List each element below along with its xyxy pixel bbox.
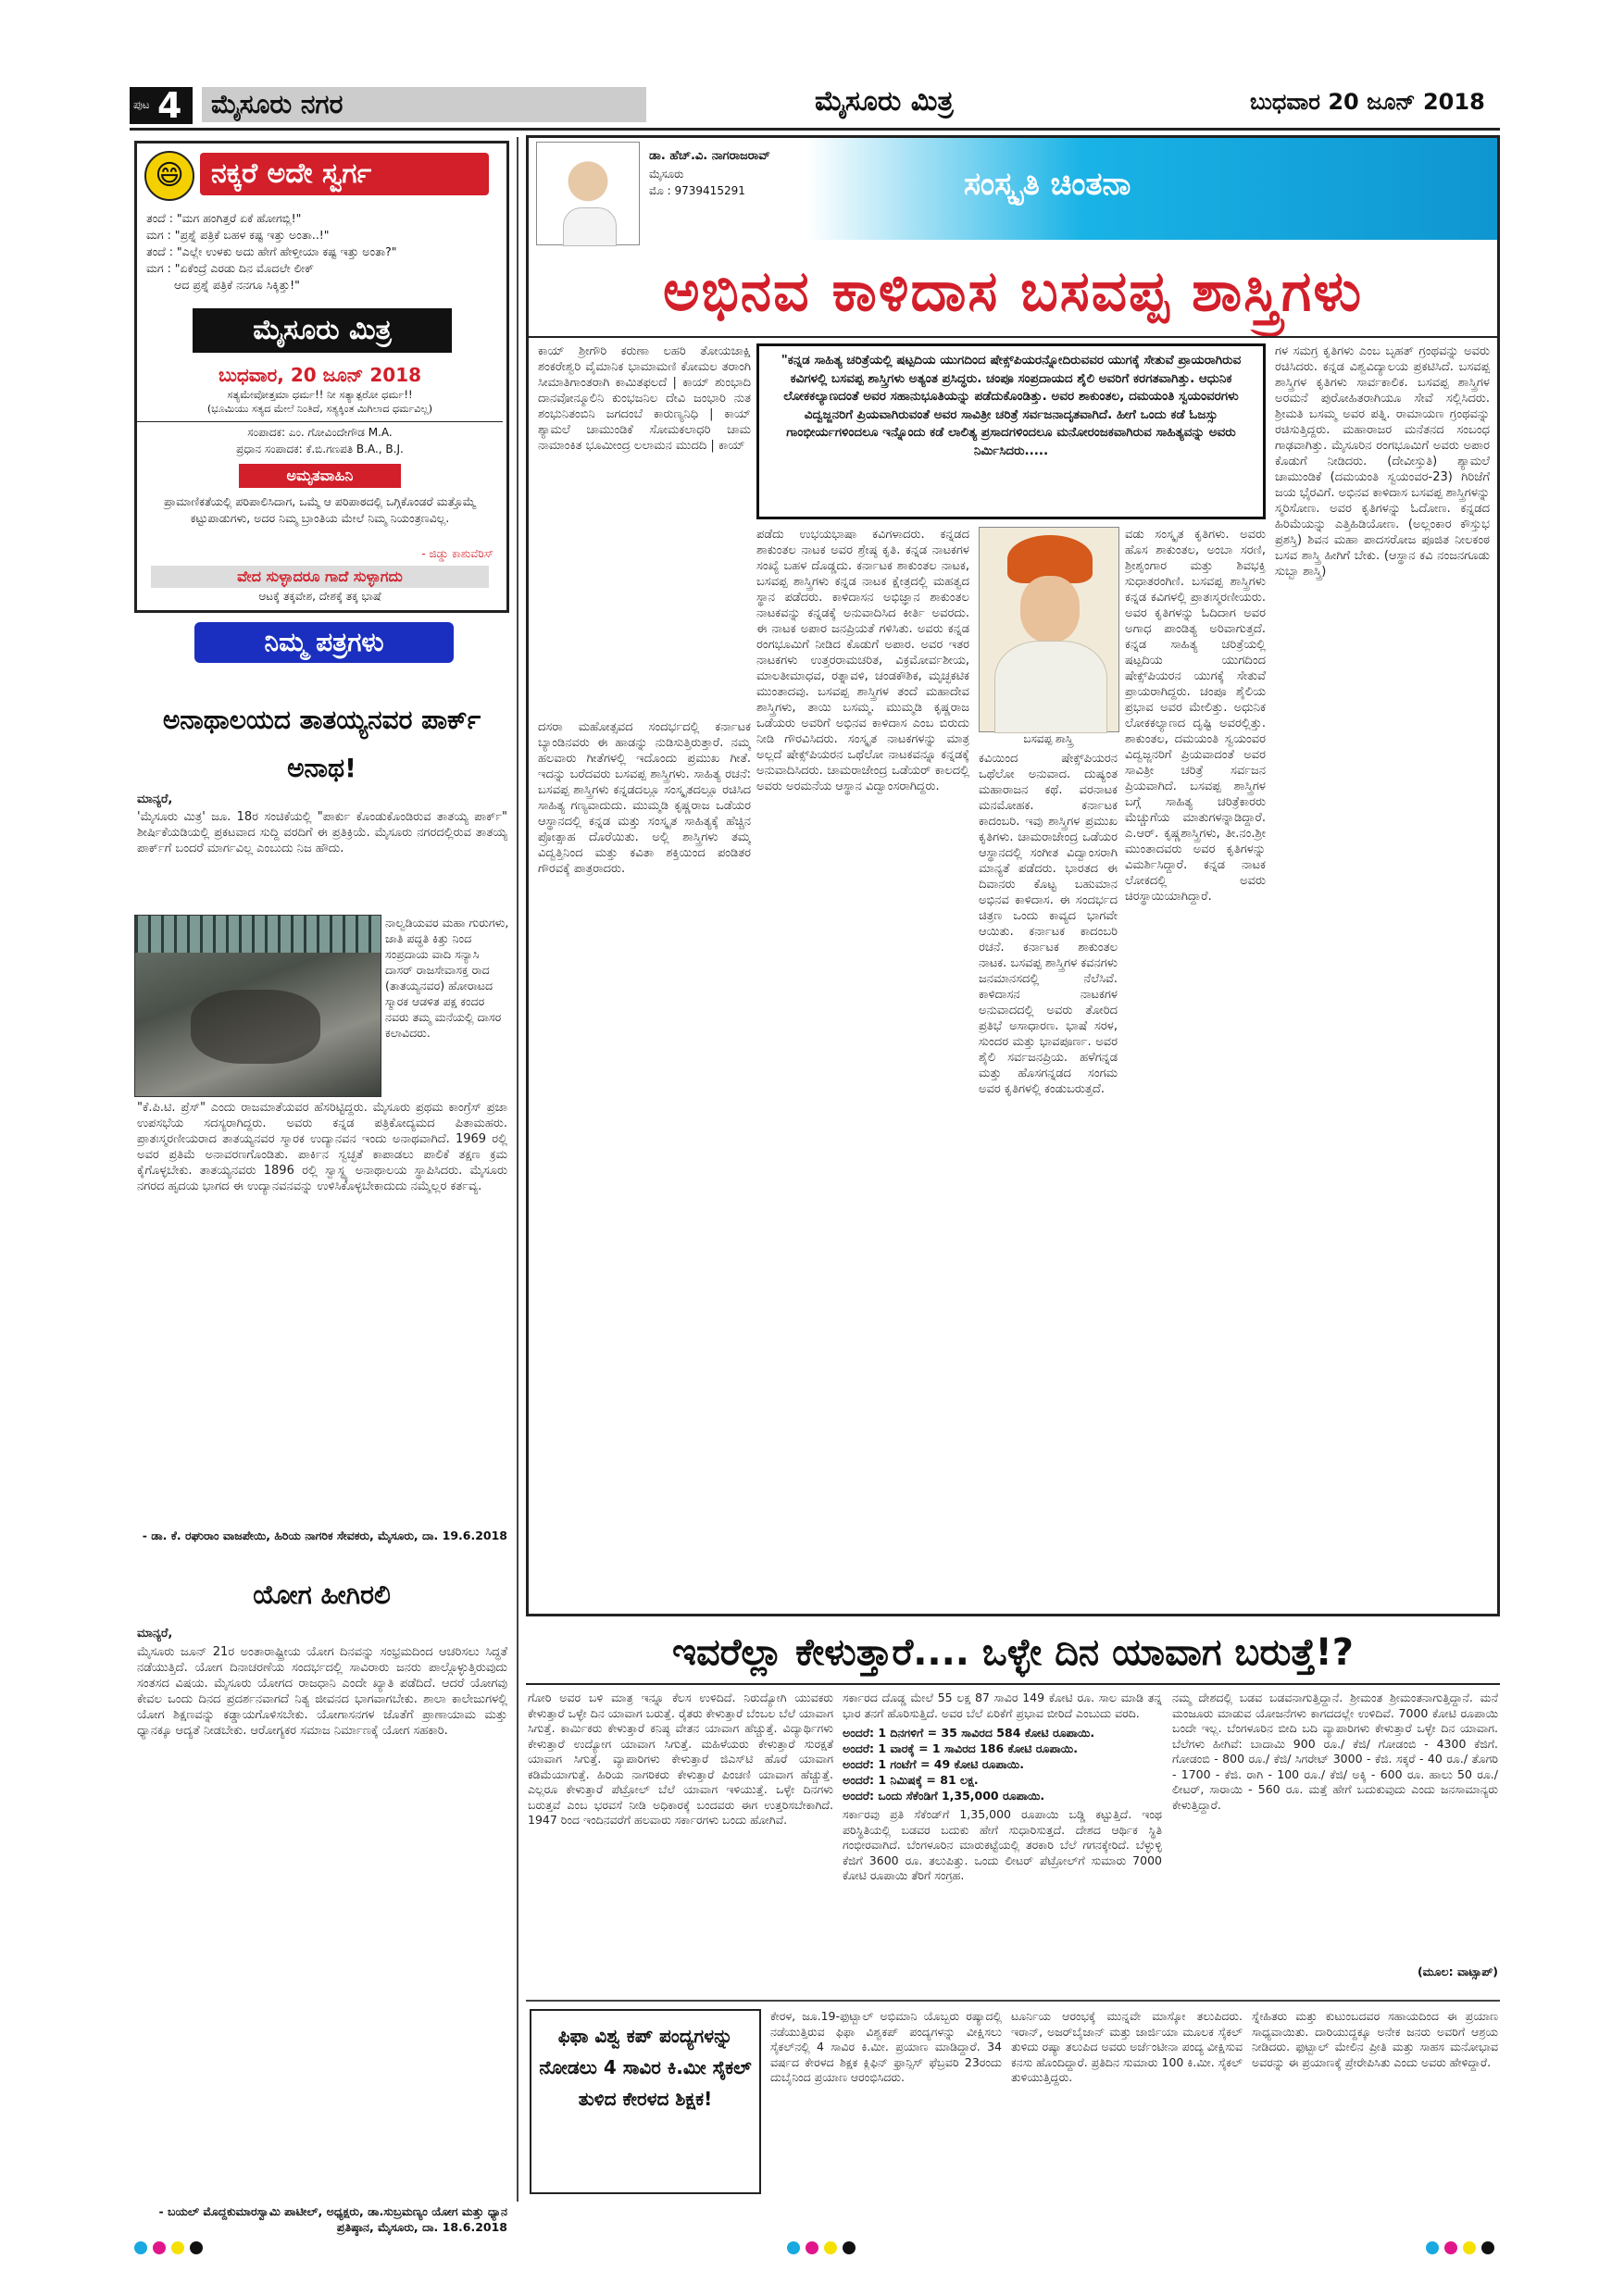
author-name: ಡಾ. ಹೆಚ್.ವಿ. ನಾಗರಾಜರಾವ್ — [649, 149, 770, 163]
fifa-title: ಫಿಫಾ ವಿಶ್ವ ಕಪ್ ಪಂದ್ಯಗಳನ್ನು ನೋಡಲು 4 ಸಾವಿರ ಕಿ.ಮೀ ಸೈಕಲ್ ತುಳಿದ ಕೇರಳದ ಶಿಕ್ಷಕ! — [539, 2025, 752, 2110]
pull-quote-text: "ಕನ್ನಡ ಸಾಹಿತ್ಯ ಚರಿತ್ರೆಯಲ್ಲಿ ಷಟ್ಪದಿಯ ಯುಗದಿಂದ ಷೇಕ್ಸ್‌ಪಿಯರನ್ನೋದಿರುವವರ ಯುಗಕ್ಕೆ ಸೇತುವೆ ಪ್ರಾಯರಾಗಿರುವ ಕವಿಗಳಲ್ಲಿ ಬಸವಪ್ಪ ಶಾಸ್ತ್ರಿಗಳು ಅತ್ಯಂತ ಪ್ರಸಿದ್ಧರು. ಚಂಪೂ ಸಂಪ್ರದಾಯದ ಶೈಲಿ ಅವರಿಗೆ ಕರಗತವಾಗಿತ್ತು. ಆಧುನಿಕ ಲೋಕಕಲ್ಯಾಣದಂತೆ ಅವರ ಸಹಾನುಭೂತಿಯನ್ನು ಪಡೆದುಕೊಂಡಿತ್ತು. ಅವರ ಶಾಕುಂತಲ, ದಮಯಂತಿ ಸ್ವಯಂವರಗಳು ವಿದ್ವಜ್ಜನರಿಗೆ ಪ್ರಿಯವಾಗಿರುವಂತೆ ಅವರ ಸಾವಿತ್ರೀ ಚರಿತ್ರೆ ಸರ್ವಜನಾದೃತವಾಗಿದೆ. ಹೀಗೆ ಒಂದು ಕಡೆ ಓಜಸ್ಸು ಗಾಂಭೀರ್ಯಗಳಿಂದಲೂ ಇನ್ನೊಂದು ಕಡೆ ಲಾಲಿತ್ಯ ಪ್ರಸಾದಗಳಿಂದಲೂ ಮನೋರಂಜಕವಾಗಿರುವ ಸಾಹಿತ್ಯವನ್ನು ಅವರು ನಿರ್ಮಿಸಿದರು..... — [781, 353, 1242, 458]
dot-cyan — [134, 2241, 147, 2254]
dot-black — [843, 2241, 856, 2254]
registration-dots-center — [787, 2240, 861, 2258]
list-item: ಅಂದರೆ: 1 ದಿನಗಳಿಗೆ = 35 ಸಾವಿರದ 584 ಕೋಟಿ ರೂಪಾಯಿ. — [843, 1726, 1095, 1740]
fifa-col-3: ಸ್ನೇಹಿತರು ಮತ್ತು ಕುಟುಂಬದವರ ಸಹಾಯದಿಂದ ಈ ಪ್ರಯಾಣ ಸಾಧ್ಯವಾಯಿತು. ದಾರಿಯುದ್ದಕ್ಕೂ ಅನೇಕ ಜನರು ಅವರಿಗೆ ಆಶ್ರಯ ನೀಡಿದರು. ಫುಟ್ಬಾಲ್ ಮೇಲಿನ ಪ್ರೀತಿ ಮತ್ತು ಸಾಹಸ ಮನೋಭಾವ ಅವರನ್ನು ಈ ಪ್ರಯಾಣಕ್ಕೆ ಪ್ರೇರೇಪಿಸಿತು ಎಂದು ಅವರು ಹೇಳಿದ್ದಾರೆ. — [1252, 2009, 1498, 2069]
dot-yellow — [1463, 2241, 1476, 2254]
feature-credit: (ಮೂಲ: ವಾಟ್ಸಾಪ್) — [1417, 1965, 1498, 1978]
article-headline: ಅಭಿನವ ಕಾಳಿದಾಸ ಬಸವಪ್ಪ ಶಾಸ್ತ್ರಿಗಳು — [662, 259, 1364, 324]
letters-banner-text: ನಿಮ್ಮ ಪತ್ರಗಳು — [194, 622, 454, 663]
imprint-logo: ಮೈಸೂರು ಮಿತ್ರ — [193, 308, 452, 353]
list-item: ಅಂದರೆ: 1 ವಾರಕ್ಕೆ = 1 ಸಾವಿರದ 186 ಕೋಟಿ ರೂಪಾಯಿ. — [843, 1741, 1078, 1755]
feature-headline: ಇವರೆಲ್ಲಾ ಕೇಳುತ್ತಾರೆ.... ಒಳ್ಳೇ ದಿನ ಯಾವಾಗ ಬರುತ್ತೆ!? — [526, 1622, 1500, 1685]
headline-rule — [529, 336, 1497, 338]
feature-prices-text: ನಮ್ಮ ದೇಶದಲ್ಲಿ ಬಡವ ಬಡವನಾಗುತ್ತಿದ್ದಾನೆ. ಶ್ರೀಮಂತ ಶ್ರೀಮಂತನಾಗುತ್ತಿದ್ದಾನೆ. ಮನೆ ಮಂಜೂರು ಮಾಡುವ ಯೋಜನೆಗಳು ಕಾಗದದಲ್ಲೇ ಉಳಿದಿವೆ. 7000 ಕೋಟಿ ರೂಪಾಯಿ ಬಂದೇ ಇಲ್ಲ. ಬೆಂಗಳೂರಿನ ಬೀದಿ ಬದಿ ವ್ಯಾಪಾರಿಗಳು ಕೇಳುತ್ತಾರೆ ಒಳ್ಳೇ ದಿನ ಯಾವಾಗ. ಬೆಲೆಗಳು ಹೀಗಿವೆ: ಬಾದಾಮಿ 900 ರೂ./ ಕೆಜಿ/ ಗೋಡಂಬಿ - 4300 ಕೆಜಿಗೆ. ಗೋಡಂಬಿ - 800 ರೂ./ ಕೆಜಿ/ ಸಿಗರೇಟ್ 3000 - ಕೆಜಿ. ಸಕ್ಕರೆ - 40 ರೂ./ ತೊಗರಿ - 1700 - ಕೆಜಿ. ರಾಗಿ - 100 ರೂ./ ಕೆಜಿ/ ಅಕ್ಕಿ - 600 ರೂ. ಹಾಲು 50 ರೂ./ ಲೀಟರ್, ಸಾರಾಯಿ - 560 ರೂ. ಮತ್ತೆ ಹೇಗೆ ಬದುಕುವುದು ಎಂದು ಜನಸಾಮಾನ್ಯರು ಕೇಳುತ್ತಿದ್ದಾರೆ. — [1172, 1691, 1498, 1812]
proverb-sub: ಆಟಕ್ಕೆ ತಕ್ಕವೇಶ, ದೇಶಕ್ಕೆ ತಕ್ಕ ಭಾಷೆ — [258, 590, 381, 603]
feature-col-3 — [1172, 1691, 1498, 1996]
list-item: ಅಂದರೆ: 1 ನಿಮಿಷಕ್ಕೆ = 81 ಲಕ್ಷ. — [843, 1773, 979, 1787]
list-item: ಅಂದರೆ: 1 ಗಂಟೆಗೆ = 49 ಕೋಟಿ ರೂಪಾಯಿ. — [843, 1757, 1024, 1771]
dot-cyan — [1426, 2241, 1439, 2254]
humor-line: ತಂದೆ : "ಮಗ ಹಂಗಿತ್ತರೆ ಏಕೆ ಹೋಗಬ್ಲಿ!" — [146, 211, 302, 225]
letter-body: "ಕೆ.ಪಿ.ಟಿ. ಪ್ರೆಸ್" ಎಂದು ರಾಜಮಾತೆಯವರ ಹೆಸರಿಟ್ಟಿದ್ದರು. ಮೈಸೂರು ಪ್ರಥಮ ಕಾಂಗ್ರೆಸ್ ಪ್ರಜಾ ಉಪಸಭೆಯ ಸದಸ್ಯರಾಗಿದ್ದರು. ಅವರು ಕನ್ನಡ ಪತ್ರಿಕೋದ್ಯಮದ ಪಿತಾಮಹರು. ಪ್ರಾತಃಸ್ಮರಣೀಯರಾದ ತಾತಯ್ಯನವರ ಸ್ಮಾರಕ ಉದ್ಯಾನವನ ಇಂದು ಅನಾಥವಾಗಿದೆ. 1969 ರಲ್ಲಿ ಅವರ ಪ್ರತಿಮೆ ಅನಾವರಣಗೊಂಡಿತು. ಪಾರ್ಕಿನ ಸ್ವಚ್ಛತೆ ಕಾಪಾಡಲು ಪಾಲಿಕೆ ತಕ್ಷಣ ಕ್ರಮ ಕೈಗೊಳ್ಳಬೇಕು. ತಾತಯ್ಯನವರು 1896 ರಲ್ಲಿ ಸ್ವಾಸ್ಥ್ಯ ಅನಾಥಾಲಯ ಸ್ಥಾಪಿಸಿದರು. ಮೈಸೂರು ನಗರದ ಹೃದಯ ಭಾಗದ ಈ ಉದ್ಯಾನವನವನ್ನು ಉಳಿಸಿಕೊಳ್ಳಬೇಕಾದುದು ನಮ್ಮೆಲ್ಲರ ಕರ್ತವ್ಯ. — [137, 1101, 507, 1193]
feature-col-1: ಗೋರಿ ಅವರ ಬಳಿ ಮಾತ್ರ ಇನ್ನೂ ಕೆಲಸ ಉಳಿದಿದೆ. ನಿರುದ್ಯೋಗಿ ಯುವಕರು ಕೇಳುತ್ತಾರೆ ಒಳ್ಳೇ ದಿನ ಯಾವಾಗ ಬರುತ್ತೆ. ರೈತರು ಕೇಳುತ್ತಾರೆ ಬೆಂಬಲ ಬೆಲೆ ಯಾವಾಗ ಸಿಗುತ್ತೆ. ಕಾರ್ಮಿಕರು ಕೇಳುತ್ತಾರೆ ಕನಿಷ್ಠ ವೇತನ ಯಾವಾಗ ಹೆಚ್ಚುತ್ತೆ. ವಿದ್ಯಾರ್ಥಿಗಳು ಕೇಳುತ್ತಾರೆ ಉದ್ಯೋಗ ಯಾವಾಗ ಸಿಗುತ್ತೆ. ಮಹಿಳೆಯರು ಕೇಳುತ್ತಾರೆ ಸುರಕ್ಷತೆ ಯಾವಾಗ ಸಿಗುತ್ತೆ. ವ್ಯಾಪಾರಿಗಳು ಕೇಳುತ್ತಾರೆ ಜಿಎಸ್‌ಟಿ ಹೊರೆ ಯಾವಾಗ ಕಡಿಮೆಯಾಗುತ್ತೆ. ಹಿರಿಯ ನಾಗರಿಕರು ಕೇಳುತ್ತಾರೆ ಪಿಂಚಣಿ ಯಾವಾಗ ಹೆಚ್ಚುತ್ತೆ. ಎಲ್ಲರೂ ಕೇಳುತ್ತಾರೆ ಪೆಟ್ರೋಲ್ ಬೆಲೆ ಯಾವಾಗ ಇಳಿಯುತ್ತೆ. ಒಳ್ಳೇ ದಿನಗಳು ಬರುತ್ತವೆ ಎಂಬ ಭರವಸೆ ನೀಡಿ ಅಧಿಕಾರಕ್ಕೆ ಬಂದವರು ಈಗ ಉತ್ತರಿಸಬೇಕಾಗಿದೆ. 1947 ರಿಂದ ಇಂದಿನವರೆಗೆ ಹಲವಾರು ಸರ್ಕಾರಗಳು ಬಂದು ಹೋಗಿವೆ. — [528, 1691, 833, 1827]
letter-title: ಅನಾಥಾಲಯದ ತಾತಯ್ಯನವರ ಪಾರ್ಕ್ ಅನಾಥ! — [162, 705, 481, 783]
imprint-date: ಬುಧವಾರ, 20 ಜೂನ್ 2018 — [218, 364, 422, 386]
laughing-face-icon: 😄 — [144, 151, 194, 201]
shirt-shape — [563, 207, 617, 246]
humor-line: ಆದ ಪ್ರಶ್ನೆ ಪತ್ರಿಕೆ ನನಗೂ ಸಿಕ್ಕಿತ್ತು!" — [174, 278, 300, 292]
registration-dots-left — [134, 2240, 208, 2258]
letter2-salutation: ಮಾನ್ಯರೆ, — [137, 1627, 173, 1641]
imprint-motto: ಸತ್ಯಮೇವೋತ್ತಮಾ ಧರ್ಮ!! ನೀ ಸತ್ಯಾತ್ಪರೋ ಧರ್ಮ!! — [227, 388, 413, 401]
list-item: ಅಂದರೆ: ಒಂದು ಸೆಕೆಂಡಿಗೆ 1,35,000 ರೂಪಾಯಿ. — [843, 1789, 1045, 1803]
letter-intro: 'ಮೈಸೂರು ಮಿತ್ರ' ಜೂ. 18ರ ಸಂಚಿಕೆಯಲ್ಲಿ "ಪಾರ್ಕು ಕೊಂಡುಕೊಂಡಿರುವ ತಾತಯ್ಯ ಪಾರ್ಕ್" ಶೀರ್ಷಿಕೆಯಡಿಯಲ್ಲಿ ಪ್ರಕಟವಾದ ಸುದ್ದಿ ವರದಿಗೆ ಈ ಪ್ರತಿಕ್ರಿಯೆ. ಮೈಸೂರು ನಗರದಲ್ಲಿರುವ ತಾತಯ್ಯ ಪಾರ್ಕ್‌ಗೆ ಬಂದರೆ ಮಾರ್ಗವಿಲ್ಲ ಎಂಬುದು ನಿಜ ಹೌದು. — [137, 810, 507, 855]
feature-debt-body: ಸರ್ಕಾರವು ಪ್ರತಿ ಸೆಕೆಂಡ್‌ಗೆ 1,35,000 ರೂಪಾಯಿ ಬಡ್ಡಿ ಕಟ್ಟುತ್ತಿದೆ. ಇಂಥ ಪರಿಸ್ಥಿತಿಯಲ್ಲಿ ಬಡವರ ಬದುಕು ಹೇಗೆ ಸುಧಾರಿಸುತ್ತದೆ. ದೇಶದ ಆರ್ಥಿಕ ಸ್ಥಿತಿ ಗಂಭೀರವಾಗಿದೆ. ಬೆಂಗಳೂರಿನ ಮಾರುಕಟ್ಟೆಯಲ್ಲಿ ತರಕಾರಿ ಬೆಲೆ ಗಗನಕ್ಕೇರಿದೆ. ಬೆಳ್ಳುಳ್ಳಿ ಕೆಜಿಗೆ 3600 ರೂ. ತಲುಪಿತ್ತು. ಒಂದು ಲೀಟರ್ ಪೆಟ್ರೋಲ್‌ಗೆ ಸುಮಾರು 7000 ಕೋಟಿ ರೂಪಾಯಿ ತೆರಿಗೆ ಸಂಗ್ರಹ. — [843, 1807, 1162, 1882]
dot-magenta — [153, 2241, 166, 2254]
divider — [137, 421, 503, 422]
page-number: 4 — [157, 85, 182, 126]
article-col-2: ಪಡೆದು ಉಭಯಭಾಷಾ ಕವಿಗಳಾದರು. ಕನ್ನಡದ ಶಾಕುಂತಲ ನಾಟಕ ಅವರ ಶ್ರೇಷ್ಠ ಕೃತಿ. ಕನ್ನಡ ನಾಟಕಗಳ ಸಂಖ್ಯೆ ಬಹಳ ದೊಡ್ಡದು. ಕರ್ನಾಟಕ ಶಾಕುಂತಲ ನಾಟಕ, ಬಸವಪ್ಪ ಶಾಸ್ತ್ರಿಗಳು ಕನ್ನಡ ನಾಟಕ ಕ್ಷೇತ್ರದಲ್ಲಿ ಮಹತ್ವದ ಸ್ಥಾನ ಪಡೆದರು. ಕಾಳಿದಾಸನ ಅಭಿಜ್ಞಾನ ಶಾಕುಂತಲ ನಾಟಕವನ್ನು ಕನ್ನಡಕ್ಕೆ ಅನುವಾದಿಸಿದ ಕೀರ್ತಿ ಅವರದು. ಈ ನಾಟಕ ಅಪಾರ ಜನಪ್ರಿಯತೆ ಗಳಿಸಿತು. ಅವರು ಕನ್ನಡ ರಂಗಭೂಮಿಗೆ ನೀಡಿದ ಕೊಡುಗೆ ಅಪಾರ. ಅವರ ಇತರ ನಾಟಕಗಳು ಉತ್ತರರಾಮಚರಿತ, ವಿಕ್ರಮೋರ್ವಶೀಯ, ಮಾಲತೀಮಾಧವ, ರತ್ನಾವಳಿ, ಚಂಡಕೌಶಿಕ, ಮೃಚ್ಛಕಟಿಕ ಮುಂತಾದವು. ಬಸವಪ್ಪ ಶಾಸ್ತ್ರಿಗಳ ತಂದೆ ಮಹಾದೇವ ಶಾಸ್ತ್ರಿಗಳು, ತಾಯಿ ಬಸಮ್ಮ. ಮುಮ್ಮಡಿ ಕೃಷ್ಣರಾಜ ಒಡೆಯರು ಅವರಿಗೆ ಅಭಿನವ ಕಾಳಿದಾಸ ಎಂಬ ಬಿರುದು ನೀಡಿ ಗೌರವಿಸಿದರು. ಸಂಸ್ಕೃತ ನಾಟಕಗಳನ್ನು ಮಾತ್ರ ಅಲ್ಲದೆ ಷೇಕ್ಸ್‌ಪಿಯರನ ಒಥೆಲೋ ನಾಟಕವನ್ನೂ ಕನ್ನಡಕ್ಕೆ ಅನುವಾದಿಸಿದರು. ಚಾಮರಾಜೇಂದ್ರ ಒಡೆಯರ್ ಕಾಲದಲ್ಲಿ ಅವರು ಅರಮನೆಯ ಆಸ್ಥಾನ ವಿದ್ವಾಂಸರಾಗಿದ್ದರು. — [756, 528, 969, 793]
park-photo — [134, 915, 381, 1097]
article-col-4: ವಡು ಸಂಸ್ಕೃತ ಕೃತಿಗಳು. ಅವರು ಹೊಸ ಶಾಕುಂತಲ, ಅಂಬಾ ಸರಣಿ, ಶ್ರೀಶೃಂಗಾರ ಮತ್ತು ಶಿವಭಕ್ತಿ ಸುಧಾತರಂಗಿಣಿ. ಬಸವಪ್ಪ ಶಾಸ್ತ್ರಿಗಳು ಕನ್ನಡ ಕವಿಗಳಲ್ಲಿ ಪ್ರಾತಃಸ್ಮರಣೀಯರು. ಅವರ ಕೃತಿಗಳನ್ನು ಓದಿದಾಗ ಅವರ ಅಗಾಧ ಪಾಂಡಿತ್ಯ ಅರಿವಾಗುತ್ತದೆ. ಕನ್ನಡ ಸಾಹಿತ್ಯ ಚರಿತ್ರೆಯಲ್ಲಿ ಷಟ್ಪದಿಯ ಯುಗದಿಂದ ಷೇಕ್ಸ್‌ಪಿಯರನ ಯುಗಕ್ಕೆ ಸೇತುವೆ ಪ್ರಾಯರಾಗಿದ್ದರು. ಚಂಪೂ ಶೈಲಿಯ ಪ್ರಭಾವ ಅವರ ಮೇಲಿತ್ತು. ಅಧುನಿಕ ಲೋಕಕಲ್ಯಾಣದ ದೃಷ್ಟಿ ಅವರಲ್ಲಿತ್ತು. ಶಾಕುಂತಲ, ದಮಯಂತಿ ಸ್ವಯಂವರ ವಿದ್ವಜ್ಜನರಿಗೆ ಪ್ರಿಯವಾದಂತೆ ಅವರ ಸಾವಿತ್ರೀ ಚರಿತ್ರೆ ಸರ್ವಜನ ಪ್ರಿಯವಾಗಿದೆ. ಬಸವಪ್ಪ ಶಾಸ್ತ್ರಿಗಳ ಬಗ್ಗೆ ಸಾಹಿತ್ಯ ಚರಿತ್ರೆಕಾರರು ಮೆಚ್ಚುಗೆಯ ಮಾತುಗಳನ್ನಾಡಿದ್ದಾರೆ. ಎ.ಆರ್. ಕೃಷ್ಣಶಾಸ್ತ್ರಿಗಳು, ತೀ.ನಂ.ಶ್ರೀ ಮುಂತಾದವರು ಅವರ ಕೃತಿಗಳನ್ನು ವಿಮರ್ಶಿಸಿದ್ದಾರೆ. ಕನ್ನಡ ನಾಟಕ ಲೋಕದಲ್ಲಿ ಅವರು ಚಿರಸ್ಥಾಯಿಯಾಗಿದ್ದಾರೆ. — [1125, 528, 1266, 904]
loan-list — [843, 1725, 1162, 1803]
face-shape — [1020, 576, 1080, 643]
masthead — [130, 85, 1500, 131]
letter2-signature: - ಬಯಲ್ ಮೊದ್ದಕುಮಾರಸ್ವಾಮಿ ಪಾಟೀಲ್, ಅಧ್ಯಕ್ಷರು, ಡಾ.ಸುಬ್ರಮಣ್ಯಂ ಯೋಗ ಮತ್ತು ಧ್ಯಾನ ಪ್ರತಿಷ್ಠಾನ, ಮೈಸೂರು, ದಾ. 18.6.2018 — [158, 2204, 507, 2234]
series-title: ಸಂಸ್ಕೃತಿ ಚಿಂತನಾ — [964, 166, 1131, 203]
quote-text: ಪ್ರಾಮಾಣಿಕತೆಯಲ್ಲಿ ಪರಿಪಾಲಿಸಿದಾಗ, ಒಮ್ಮೆ ಆ ಪರಿಪಾಠದಲ್ಲಿ ಒಗ್ಗಿಕೊಂಡರೆ ಮತ್ತೊಮ್ಮೆ ಕಟ್ಟುಪಾಡುಗಳು, ಅದರ ನಿಮ್ಮ ಬ್ರಾಂತಿಯ ಮೇಲೆ ನಿಮ್ಮ ನಿಯಂತ್ರಣವಿಲ್ಲ. — [164, 494, 476, 525]
dot-magenta — [806, 2241, 818, 2254]
feature-rule — [526, 2000, 1500, 2002]
dot-cyan — [787, 2241, 800, 2254]
fifa-title-box — [530, 2009, 761, 2194]
fifa-col-2: ಟೂರ್ನಿಯ ಆರಂಭಕ್ಕೆ ಮುನ್ನವೇ ಮಾಸ್ಕೋ ತಲುಪಿದರು. ಇರಾನ್, ಅಜರ್‌ಬೈಜಾನ್ ಮತ್ತು ಜಾರ್ಜಿಯಾ ಮೂಲಕ ಸೈಕಲ್ ತುಳಿದು ರಷ್ಯಾ ತಲುಪಿದ ಅವರು ಅರ್ಜೆಂಟೀನಾ ಪಂದ್ಯ ವೀಕ್ಷಿಸುವ ಕನಸು ಹೊಂದಿದ್ದಾರೆ. ಪ್ರತಿದಿನ ಸುಮಾರು 100 ಕಿ.ಮೀ. ಸೈಕಲ್ ತುಳಿಯುತ್ತಿದ್ದರು. — [1011, 2009, 1243, 2084]
dot-black — [190, 2241, 203, 2254]
author-photo — [536, 142, 640, 245]
litter-shape — [191, 990, 320, 1064]
letter-side-text: ನಾಲ್ವಡಿಯವರ ಮಹಾ ಗುರುಗಳು, ಜಾತಿ ಪದ್ಧತಿ ಕಿತ್ತು ನಿಂದ ಸಂಪ್ರದಾಯ ವಾದಿ ಸನ್ಯಾಸಿ ದಾಸರ್‌ ರಾಜಸೇವಾಸಕ್ತ ರಾದ (ತಾತಯ್ಯನವರ) ಹೋರಾಟದ ಸ್ಮಾರಕ ಆಡಳಿತ ಪಕ್ಷ ಕಂದರ ನವರು ತಮ್ಮ ಮನೆಯಲ್ಲಿ ದಾಸರ ಕಲಾವಿದರು. — [385, 916, 509, 1040]
quote-title: ಅಮೃತವಾಹಿನಿ — [239, 464, 401, 488]
author-city: ಮೈಸೂರು — [649, 168, 684, 181]
quote-author: - ಜಿಡ್ಡು ಕಾಶುವೆರಿಸ್ — [421, 547, 493, 560]
humor-line: ಮಗ : "ಏಕೆಂದ್ರೆ ಎರಡು ದಿನ ಮೊದಲೇ ಲೀಕ್ — [146, 261, 314, 275]
article-col-1-top: ಕಾಯ್ ಶ್ರೀಗೌರಿ ಕರುಣಾ ಲಹರಿ ತೋಯಜಾಕ್ಷಿ ಶಂಕರೇಶ್ವರಿ ವೈಮಾನಿಕ ಭಾಮಾಮಣಿ ಕೋಮಲ ತರಾಂಗಿ ಸೀಮಾತಿಗಾಂತರಾಗಿ ಕಾಮಿತಫಲದೆ | ಕಾಯ್ ಶುಂಭಾದಿ ದಾನವೋನ್ಮೂಲಿನಿ ಕುಂಭಜನಿಲ ದೇವಿ ಜಂಭಾರಿ ನುತ ಶಂಭುನಿತಂಬಿನಿ ಜಗದಂಬೆ ಕಾರುಣ್ಯನಿಧಿ | ಕಾಯ್ ಶ್ಯಾಮಲೆ ಚಾಮುಂಡಿಕೆ ಸೋಮಕಲಾಧರಿ ಚಾಮ ನಾಮಾಂಕಿತ ಭೂಮೀಂದ್ರ ಲಲಾಮನ ಮುದದಿ | ಕಾಯ್ — [538, 344, 751, 453]
column-rule — [517, 137, 518, 2202]
dot-black — [1481, 2241, 1494, 2254]
paper-name: ಮೈಸೂರು ಮಿತ್ರ — [815, 85, 954, 118]
portrait-caption: ಬಸವಪ್ಪ ಶಾಸ್ತ್ರಿ — [1023, 732, 1073, 745]
dot-magenta — [1444, 2241, 1457, 2254]
humor-line: ಮಗ : "ಪ್ರಶ್ನೆ ಪತ್ರಿಕೆ ಬಹಳ ಕಷ್ಟ ಇತ್ತು ಅಂತಾ..!" — [146, 228, 330, 242]
proverb: ವೇದ ಸುಳ್ಳಾದರೂ ಗಾದೆ ಸುಳ್ಳಾಗದು — [151, 566, 489, 588]
letter-salutation: ಮಾನ್ಯರೆ, — [137, 792, 173, 806]
imprint-chief-editor: ಪ್ರಧಾನ ಸಂಪಾದಕ: ಕೆ.ಬಿ.ಗಣಪತಿ B.A., B.J. — [236, 443, 404, 455]
humor-box — [134, 141, 509, 613]
robe-shape — [994, 641, 1107, 733]
pull-quote-box — [756, 343, 1266, 519]
article-col-3: ಕವಿಯಿಂದ ಷೇಕ್ಸ್‌ಪಿಯರನ ಒಥೆಲೋ ಅನುವಾದ. ದುಷ್ಯಂತ ಮಹಾರಾಜನ ಕಥೆ. ವರನಾಟಕ ಮನಮೋಹಕ. ಕರ್ನಾಟಕ ಕಾದಂಬರಿ. ಇವು ಶಾಸ್ತ್ರಿಗಳ ಪ್ರಮುಖ ಕೃತಿಗಳು. ಚಾಮರಾಜೇಂದ್ರ ಒಡೆಯರ ಆಸ್ಥಾನದಲ್ಲಿ ಸಂಗೀತ ವಿದ್ವಾಂಸರಾಗಿ ಮಾನ್ಯತೆ ಪಡೆದರು. ಭಾರತದ ಈ ದಿವಾನರು ಕೊಟ್ಟ ಬಹುಮಾನ ಅಭಿನವ ಕಾಳಿದಾಸ. ಈ ಸಂದರ್ಭದ ಚಿತ್ರಣ ಒಂದು ಕಾವ್ಯದ ಭಾಗವೇ ಆಯಿತು. ಕರ್ನಾಟಕ ಕಾದಂಬರಿ ರಚನೆ. ಕರ್ನಾಟಕ ಶಾಕುಂತಲ ನಾಟಕ. ಬಸವಪ್ಪ ಶಾಸ್ತ್ರಿಗಳ ಕವನಗಳು ಜನಮಾನಸದಲ್ಲಿ ನೆಲೆಸಿವೆ. ಕಾಳಿದಾಸನ ನಾಟಕಗಳ ಅನುವಾದದಲ್ಲಿ ಅವರು ತೋರಿದ ಪ್ರತಿಭೆ ಅಸಾಧಾರಣ. ಭಾಷೆ ಸರಳ, ಸುಂದರ ಮತ್ತು ಭಾವಪೂರ್ಣ. ಅವರ ಶೈಲಿ ಸರ್ವಜನಪ್ರಿಯ. ಹಳೆಗನ್ನಡ ಮತ್ತು ಹೊಸಗನ್ನಡದ ಸಂಗಮ ಅವರ ಕೃತಿಗಳಲ್ಲಿ ಕಂಡುಬರುತ್ತದೆ. — [979, 752, 1118, 1096]
registration-dots-right — [1426, 2240, 1500, 2258]
dot-yellow — [171, 2241, 184, 2254]
imprint-motto-meaning: (ಭೂಮಿಯು ಸತ್ಯದ ಮೇಲೆ ನಿಂತಿದೆ, ಸತ್ಯಕ್ಕಿಂತ ಮಿಗಿಲಾದ ಧರ್ಮವಿಲ್ಲ) — [206, 403, 433, 415]
section-name: ಮೈಸೂರು ನಗರ — [202, 87, 646, 122]
fifa-col-1: ಕೇರಳ, ಜೂ.19-ಫುಟ್ಬಾಲ್ ಅಭಿಮಾನಿ ಯೊಬ್ಬರು ರಷ್ಯಾದಲ್ಲಿ ನಡೆಯುತ್ತಿರುವ ಫಿಫಾ ವಿಶ್ವಕಪ್ ಪಂದ್ಯಗಳನ್ನು ವೀಕ್ಷಿಸಲು ಸೈಕಲ್‌ನಲ್ಲಿ 4 ಸಾವಿರ ಕಿ.ಮೀ. ಪ್ರಯಾಣ ಮಾಡಿದ್ದಾರೆ. 34 ವರ್ಷದ ಕೇರಳದ ಶಿಕ್ಷಕ ಕ್ಲಿಫಿನ್ ಫ್ರಾನ್ಸಿಸ್ ಫೆಬ್ರವರಿ 23ರಂದು ದುಬೈನಿಂದ ಪ್ರಯಾಣ ಆರಂಭಿಸಿದರು. — [770, 2009, 1002, 2084]
humor-line: ತಂದೆ : "ಎಲ್ಲೇ ಉಳಕು ಅದು ಹೇಗೆ ಹೇಳ್ತೀಯಾ ಕಷ್ಟ ಇತ್ತು ಅಂತಾ?" — [146, 244, 397, 258]
article-col-1-bottom: ದಸರಾ ಮಹೋತ್ಸವದ ಸಂದರ್ಭದಲ್ಲಿ ಕರ್ನಾಟಕ ಬ್ಯಾಂಡಿನವರು ಈ ಹಾಡನ್ನು ನುಡಿಸುತ್ತಿರುತ್ತಾರೆ. ನಮ್ಮ ಹಲವಾರು ಗೀತೆಗಳಲ್ಲಿ ಇದೊಂದು ಪ್ರಮುಖ ಗೀತೆ. ಇದನ್ನು ಬರೆದವರು ಬಸವಪ್ಪ ಶಾಸ್ತ್ರಿಗಳು. ಸಾಹಿತ್ಯ ರಚನೆ: ಬಸವಪ್ಪ ಶಾಸ್ತ್ರಿಗಳು ಕನ್ನಡದಲ್ಲೂ ಸಂಸ್ಕೃತದಲ್ಲೂ ರಚಿಸಿದ ಸಾಹಿತ್ಯ ಗಣ್ಯವಾದುದು. ಮುಮ್ಮಡಿ ಕೃಷ್ಣರಾಜ ಒಡೆಯರ ಆಸ್ಥಾನದಲ್ಲಿ ಕನ್ನಡ ಮತ್ತು ಸಂಸ್ಕೃತ ಸಾಹಿತ್ಯಕ್ಕೆ ಹೆಚ್ಚಿನ ಪ್ರೋತ್ಸಾಹ ದೊರೆಯಿತು. ಅಲ್ಲಿ ಶಾಸ್ತ್ರಿಗಳು ತಮ್ಮ ವಿದ್ವತ್ತಿನಿಂದ ಮತ್ತು ಕವಿತಾ ಶಕ್ತಿಯಿಂದ ಪಂಡಿತರ ಗೌರವಕ್ಕೆ ಪಾತ್ರರಾದರು. — [538, 720, 751, 876]
portrait-image — [979, 527, 1119, 732]
fence-shape — [135, 916, 381, 953]
letter2-title: ಯೋಗ ಹೀಗಿರಲಿ — [253, 1579, 391, 1610]
page-label: ಪುಟ — [133, 98, 150, 111]
humor-title: ನಕ್ಕರೆ ಅದೇ ಸ್ವರ್ಗ — [200, 153, 489, 195]
feature-debt-intro: ಸರ್ಕಾರದ ದೊಡ್ಡ ಮೇಲೆ 55 ಲಕ್ಷ 87 ಸಾವಿರ 149 ಕೋಟಿ ರೂ. ಸಾಲ ಮಾಡಿ ತನ್ನ ಭಾರ ತನಗೆ ಹೊರಿಸುತ್ತಿದೆ. ಅವರ ಬೆಲೆ ಏರಿಕೆಗೆ ಪ್ರಭಾವ ಬೀರಿದೆ ಎಂಬುದು ವರದಿ. — [843, 1691, 1162, 1720]
author-phone: ಮೊ : 9739415291 — [649, 184, 745, 197]
article-col-5: ಗಳ ಸಮಗ್ರ ಕೃತಿಗಳು ಎಂಬ ಬೃಹತ್ ಗ್ರಂಥವನ್ನು ಅವರು ರಚಿಸಿದರು. ಕನ್ನಡ ವಿಶ್ವವಿದ್ಯಾಲಯ ಪ್ರಕಟಿಸಿದೆ. ಬಸವಪ್ಪ ಶಾಸ್ತ್ರಿಗಳ ಕೃತಿಗಳು ಸಾರ್ವಕಾಲಿಕ. ಬಸವಪ್ಪ ಶಾಸ್ತ್ರಿಗಳ ಅರಮನೆ ಪುರೋಹಿತರಾಗಿಯೂ ಸೇವೆ ಸಲ್ಲಿಸಿದರು. ಶ್ರೀಮತಿ ಬಸಮ್ಮ ಅವರ ಪತ್ನಿ. ರಾಮಾಯಣ ಗ್ರಂಥವನ್ನು ರಚಿಸುತ್ತಿದ್ದರು. ಮಹಾರಾಜರ ಮನೆತನದ ಸಂಬಂಧ ಗಾಢವಾಗಿತ್ತು. ಮೈಸೂರಿನ ರಂಗಭೂಮಿಗೆ ಅವರು ಅಪಾರ ಕೊಡುಗೆ ನೀಡಿದರು. (ದೇವೀಸ್ತುತಿ) ಶ್ಯಾಮಲೆ ಚಾಮುಂಡಿಕೆ (ದಮಯಂತಿ ಸ್ವಯಂವರ-23) ಗಿರಿಜೆಗೆ ಜಯ ಭೈರವಿಗೆ. ಅಭಿನವ ಕಾಳಿದಾಸ ಬಸವಪ್ಪ ಶಾಸ್ತ್ರಿಗಳನ್ನು ಸ್ಮರಿಸೋಣ. ಅವರ ಕೃತಿಗಳನ್ನು ಓದೋಣ. ಕನ್ನಡದ ಹಿರಿಮೆಯನ್ನು ಎತ್ತಿಹಿಡಿಯೋಣ. (ಅಲ್ಲಂಕಾರ ಕೌಸ್ತುಭ ಪ್ರಶಸ್ತಿ) ಶಿವನ ಮಹಾ ಪಾದಸರೋಜ ಪೂಜಿತ ನೀಲಕಂಠ ಬಸವ ಶಾಸ್ತ್ರಿ ಹೀಗಿಗೆ ಬೇಕು. (ಆಸ್ಥಾನ ಕವಿ ನಂಜನಗೂಡು ಸುಬ್ಬಾ ಶಾಸ್ತ್ರಿ) — [1275, 344, 1490, 579]
series-title-bar — [806, 138, 1497, 240]
masthead-date: ಬುಧವಾರ 20 ಜೂನ್ 2018 — [1250, 89, 1485, 115]
culture-article — [526, 135, 1500, 1616]
humor-banner — [144, 151, 496, 201]
letter2-body: ಮೈಸೂರು ಜೂನ್ 21ರ ಅಂತಾರಾಷ್ಟ್ರೀಯ ಯೋಗ ದಿನವನ್ನು ಸಂಭ್ರಮದಿಂದ ಆಚರಿಸಲು ಸಿದ್ಧತೆ ನಡೆಯುತ್ತಿದೆ. ಯೋಗ ದಿನಾಚರಣೆಯ ಸಂದರ್ಭದಲ್ಲಿ ಸಾವಿರಾರು ಜನರು ಪಾಲ್ಗೊಳ್ಳುತ್ತಿರುವುದು ಸಂತಸದ ವಿಷಯ. ಮೈಸೂರು ಯೋಗದ ರಾಜಧಾನಿ ಎಂದೇ ಖ್ಯಾತಿ ಪಡೆದಿದೆ. ಆದರೆ ಯೋಗವು ಕೇವಲ ಒಂದು ದಿನದ ಪ್ರದರ್ಶನವಾಗದೆ ನಿತ್ಯ ಜೀವನದ ಭಾಗವಾಗಬೇಕು. ಶಾಲಾ ಕಾಲೇಜುಗಳಲ್ಲಿ ಯೋಗ ಶಿಕ್ಷಣವನ್ನು ಕಡ್ಡಾಯಗೊಳಿಸಬೇಕು. ಯೋಗಾಸನಗಳ ಜೊತೆಗೆ ಪ್ರಾಣಾಯಾಮ ಮತ್ತು ಧ್ಯಾನಕ್ಕೂ ಆದ್ಯತೆ ನೀಡಬೇಕು. ಆರೋಗ್ಯಕರ ಸಮಾಜ ನಿರ್ಮಾಣಕ್ಕೆ ಯೋಗ ಸಹಕಾರಿ. — [137, 1645, 507, 1738]
letters-banner — [134, 618, 514, 693]
page-number-badge — [130, 87, 193, 124]
humor-dialogue — [146, 210, 498, 293]
letter-signature: - ಡಾ. ಕೆ. ರಘುರಾಂ ವಾಜಪೇಯಿ, ಹಿರಿಯ ನಾಗರಿಕ ಸೇವಕರು, ಮೈಸೂರು, ದಾ. 19.6.2018 — [142, 1529, 507, 1542]
feature-col-2 — [843, 1691, 1162, 1996]
dot-yellow — [824, 2241, 837, 2254]
imprint-editor: ಸಂಪಾದಕ: ಎಂ. ಗೋವಿಂದೇಗೌಡ M.A. — [247, 426, 393, 439]
